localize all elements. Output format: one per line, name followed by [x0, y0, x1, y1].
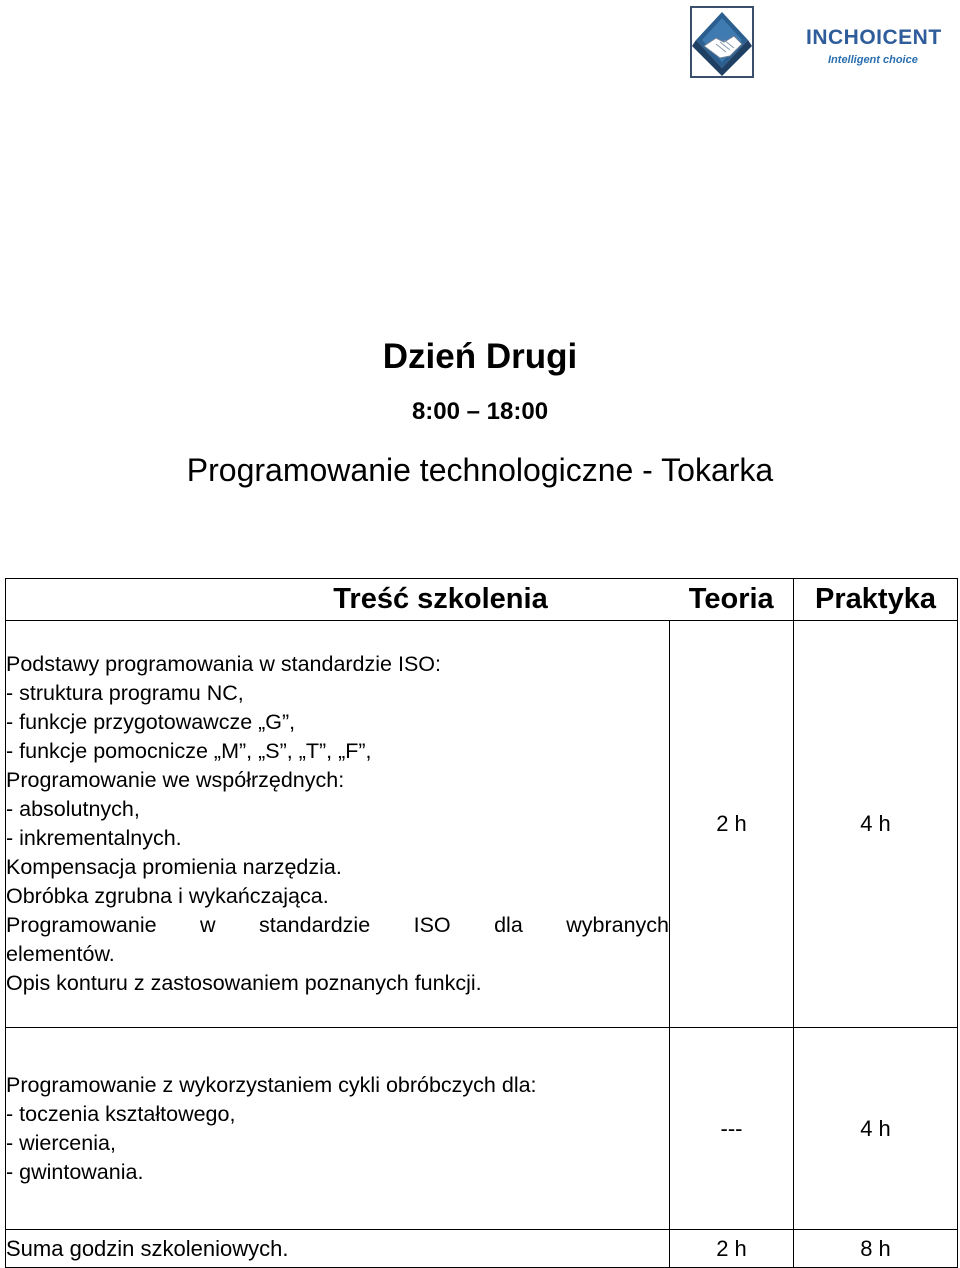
content-cell: [6, 1028, 670, 1230]
practice-hours: 4 h: [794, 1028, 958, 1230]
content-line: elementów.: [6, 942, 115, 966]
column-header-theory: Teoria: [670, 579, 794, 621]
content-line: - inkrementalnych.: [6, 826, 182, 850]
course-title: Programowanie technologiczne - Tokarka: [186, 452, 774, 488]
content-line: - funkcje pomocnicze „M”, „S”, „T”, „F”,: [6, 739, 372, 763]
theory-hours: ---: [670, 1028, 794, 1230]
column-header-practice: Praktyka: [794, 579, 958, 621]
title-block: [0, 330, 960, 500]
theory-hours: 2 h: [670, 621, 794, 1028]
content-line: - struktura programu NC,: [6, 681, 244, 705]
summary-label: Suma godzin szkoleniowych.: [6, 1230, 670, 1268]
content-line: - funkcje przygotowawcze „G”,: [6, 710, 296, 734]
content-cell: [6, 621, 670, 1028]
content-line: - gwintowania.: [6, 1159, 144, 1184]
content-line: - absolutnych,: [6, 797, 140, 821]
content-line: Programowanie w standardzie ISO dla wybranych: [6, 913, 669, 937]
table-row: [6, 1028, 958, 1230]
content-line: Programowanie we współrzędnych:: [6, 768, 345, 792]
summary-row: [6, 1230, 958, 1268]
practice-hours: 4 h: [794, 621, 958, 1028]
brand-tagline: Intelligent choice: [828, 54, 918, 66]
column-header-content: Treść szkolenia: [6, 579, 670, 621]
brand-name: INCHOICENT: [806, 26, 942, 49]
day-title: Dzień Drugi: [382, 337, 578, 376]
schedule-table: [5, 578, 958, 1268]
content-line: - wiercenia,: [6, 1130, 116, 1155]
table-header-row: [6, 579, 958, 621]
company-logo: [690, 6, 955, 80]
time-range: 8:00 – 18:00: [411, 398, 549, 425]
content-line: Kompensacja promienia narzędzia.: [6, 855, 342, 879]
table-row: [6, 621, 958, 1028]
handshake-logo-icon: [690, 6, 754, 78]
summary-practice-hours: 8 h: [794, 1230, 958, 1268]
summary-theory-hours: 2 h: [670, 1230, 794, 1268]
content-line: Podstawy programowania w standardzie ISO:: [6, 652, 441, 676]
content-line: Programowanie z wykorzystaniem cykli obróbczych dla:: [6, 1072, 537, 1097]
content-line: Obróbka zgrubna i wykańczająca.: [6, 884, 329, 908]
content-line: Opis konturu z zastosowaniem poznanych funkcji.: [6, 971, 482, 995]
content-line: - toczenia kształtowego,: [6, 1101, 236, 1126]
